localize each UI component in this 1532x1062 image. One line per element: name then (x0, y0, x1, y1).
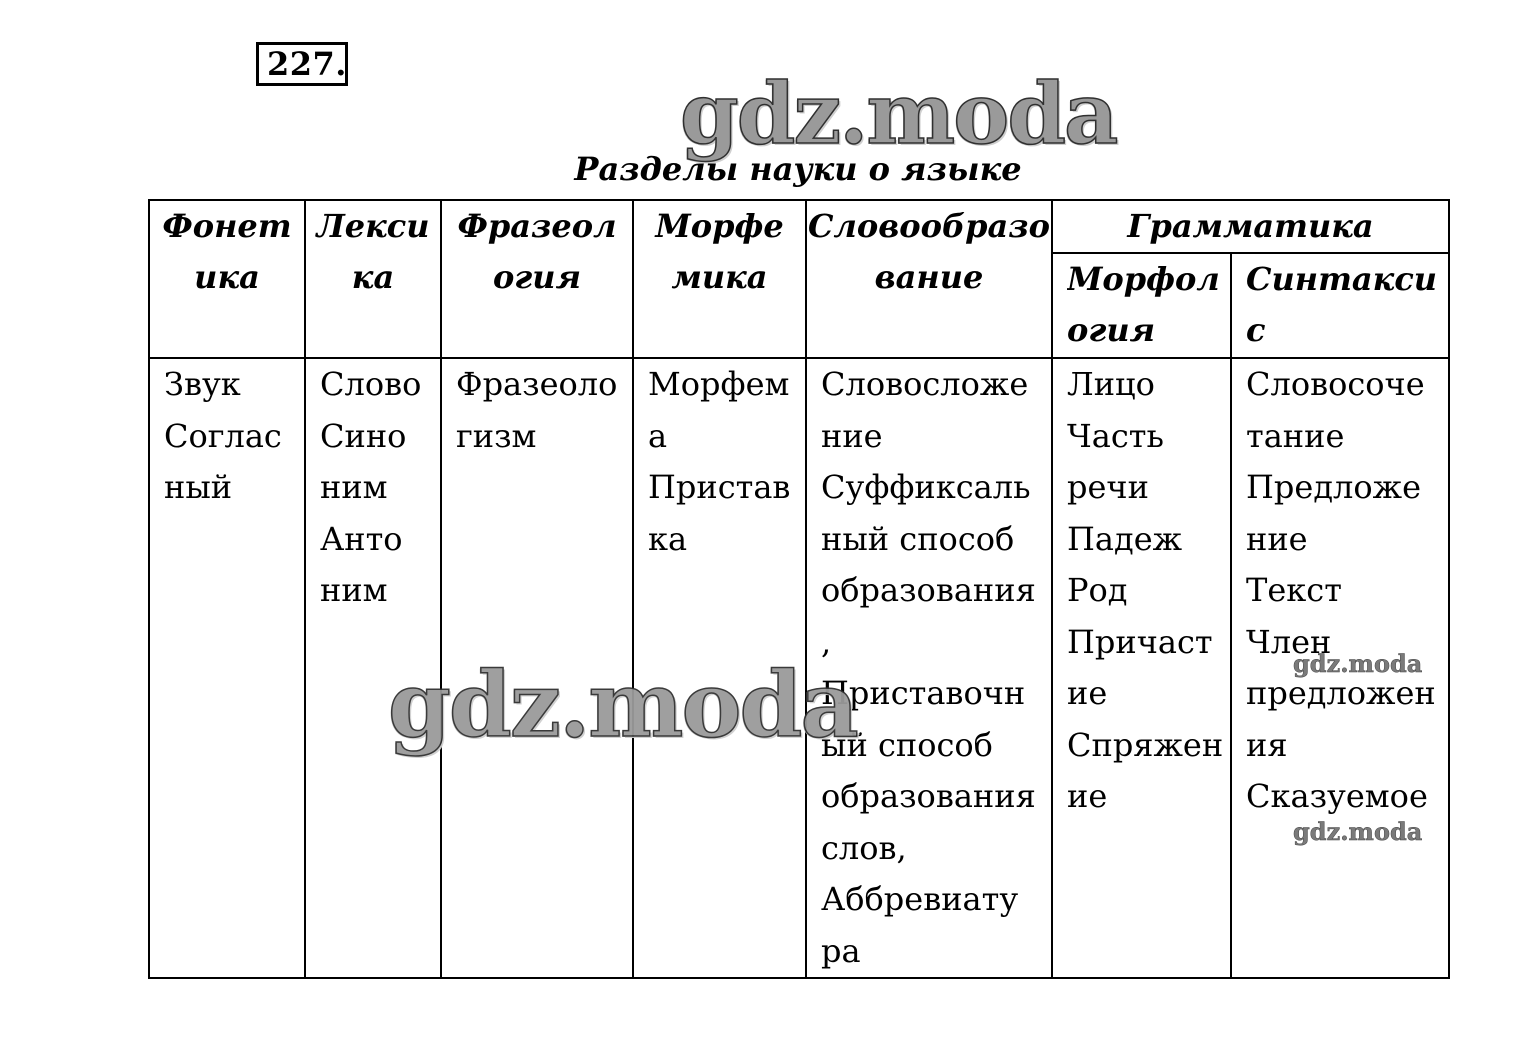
cell-text-line: предложен (1246, 674, 1436, 712)
cell-text-line: Спряжен (1067, 725, 1224, 764)
cell-text-line: ный (164, 468, 233, 506)
cell-text-line: слов, (821, 828, 907, 867)
cell-text-line: ним (320, 571, 388, 609)
cell-text-line: Причаст (1067, 622, 1213, 661)
header-phraseology (441, 200, 633, 358)
cell-text-line: Суффиксаль (821, 468, 1031, 506)
header-morphology-line-2: огия (1067, 311, 1156, 349)
header-grammar: Грамматика (1052, 200, 1449, 253)
cell-phonetics (149, 358, 305, 978)
header-lexicon-line-1: Лекси (316, 207, 430, 245)
cell-text-line: Аббревиату (821, 880, 1019, 918)
cell-text-line: Род (1067, 571, 1128, 609)
cell-text-line: Морфем (648, 365, 790, 403)
cell-morphology (1052, 358, 1231, 978)
watermark-middle: gdz.moda (388, 652, 857, 758)
header-word-formation-line-1: Словообразо (808, 207, 1050, 245)
header-syntax (1231, 253, 1449, 358)
header-syntax-line-1: Синтакси (1246, 260, 1438, 298)
cell-phraseology (441, 358, 633, 978)
cell-text-line: Звук (164, 365, 241, 403)
cell-text-line: Словосложе (821, 365, 1029, 403)
cell-text-line: Член (1246, 622, 1332, 661)
cell-text-line: Лицо (1067, 365, 1155, 403)
cell-text-line: гизм (456, 416, 537, 455)
cell-text-line: ние (1246, 519, 1308, 558)
cell-text-line: речи (1067, 468, 1149, 506)
header-syntax-line-2: с (1246, 311, 1266, 349)
cell-text-line: Текст (1246, 571, 1342, 609)
cell-text-line: ние (821, 416, 883, 455)
task-number: 227. (256, 42, 348, 86)
cell-text-line: Соглас (164, 416, 282, 455)
cell-text-line: Часть (1067, 416, 1164, 455)
header-word-formation-line-2: вание (874, 258, 984, 296)
cell-text-line: ия (1246, 725, 1288, 764)
cell-text-line: ним (320, 468, 388, 506)
table-title: Разделы науки о языке (574, 150, 1022, 188)
cell-text-line: Сказуемое (1246, 777, 1428, 815)
cell-word-formation (806, 358, 1052, 978)
cell-text-line: ный способ (821, 519, 1015, 558)
header-morphemics-line-1: Морфе (655, 207, 784, 245)
header-morphemics-line-2: мика (671, 258, 768, 296)
cell-lexicon (305, 358, 441, 978)
cell-text-line: образования (821, 777, 1036, 815)
cell-text-line: ие (1067, 777, 1108, 815)
cell-text-line: ра (821, 931, 861, 970)
header-morphology-line-1: Морфол (1067, 260, 1220, 298)
cell-text-line: Падеж (1067, 519, 1183, 558)
cell-text-line: Сино (320, 416, 407, 455)
cell-text-line: Анто (320, 519, 403, 558)
cell-text-line: тание (1246, 416, 1345, 455)
header-lexicon (305, 200, 441, 358)
header-lexicon-line-2: ка (351, 258, 395, 296)
header-morphemics (633, 200, 806, 358)
cell-text-line: Пристав (648, 468, 791, 506)
watermark-small-2: gdz.moda (1293, 817, 1423, 846)
header-word-formation (806, 200, 1052, 358)
cell-text-line: Словосоче (1246, 365, 1425, 403)
cell-text-line: Фразеоло (456, 365, 618, 403)
cell-text-line: Предложе (1246, 468, 1421, 506)
cell-morphemics (633, 358, 806, 978)
cell-text-line: ка (648, 519, 688, 558)
cell-text-line: Слово (320, 365, 422, 403)
watermark-small-1: gdz.moda (1293, 649, 1423, 678)
header-phraseology-line-2: огия (492, 258, 582, 296)
language-sections-table (148, 199, 1450, 979)
cell-text-line: а (648, 416, 668, 455)
header-phonetics (149, 200, 305, 358)
header-phraseology-line-1: Фразеол (457, 207, 617, 245)
cell-text-line: образования (821, 571, 1036, 609)
cell-text-line: ый способ (821, 725, 993, 764)
cell-text-line: Приставочн (821, 674, 1026, 712)
cell-text-line: , (821, 622, 832, 661)
watermark-top: gdz.moda (680, 64, 1117, 163)
header-morphology (1052, 253, 1231, 358)
header-phonetics-line-2: ика (194, 258, 260, 296)
cell-text-line: ие (1067, 674, 1108, 712)
cell-syntax (1231, 358, 1449, 978)
header-phonetics-line-1: Фонет (162, 207, 292, 245)
